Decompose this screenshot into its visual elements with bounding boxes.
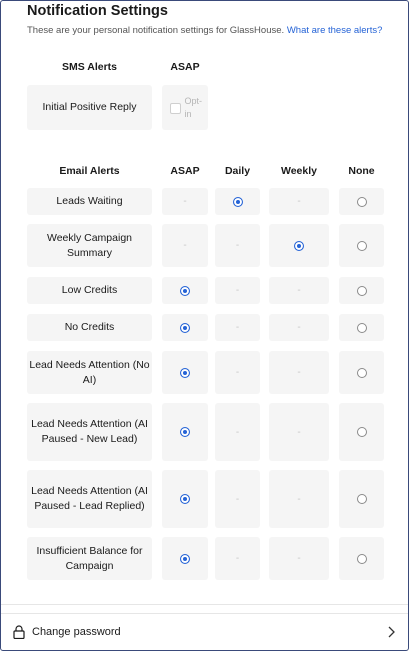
footer-divider xyxy=(1,604,408,605)
email-cell-none xyxy=(339,224,384,267)
subtitle-text: These are your personal notification settings for GlassHouse. xyxy=(27,25,285,36)
email-cell-asap xyxy=(162,470,208,528)
disabled-dash: - xyxy=(297,322,301,333)
chevron-right-icon[interactable] xyxy=(387,626,395,638)
email-cell-none xyxy=(339,314,384,341)
email-cell-asap xyxy=(162,537,208,580)
email-cell-daily xyxy=(215,314,260,341)
sms-optin-checkbox[interactable] xyxy=(170,103,181,114)
email-cell-weekly xyxy=(269,470,329,528)
radio-asap[interactable] xyxy=(180,323,190,333)
email-cell-daily xyxy=(215,188,260,215)
sms-row-label: Initial Positive Reply xyxy=(27,85,152,130)
email-cell-weekly xyxy=(269,403,329,461)
lock-icon xyxy=(13,625,25,639)
radio-none[interactable] xyxy=(357,241,367,251)
radio-asap[interactable] xyxy=(180,427,190,437)
radio-daily[interactable] xyxy=(233,197,243,207)
email-cell-daily xyxy=(215,277,260,304)
email-cell-asap xyxy=(162,403,208,461)
email-cell-weekly xyxy=(269,277,329,304)
email-cell-daily xyxy=(215,537,260,580)
sms-asap-header: ASAP xyxy=(170,61,200,73)
email-cell-daily xyxy=(215,224,260,267)
email-cell-weekly xyxy=(269,314,329,341)
radio-none[interactable] xyxy=(357,554,367,564)
disabled-dash: - xyxy=(297,426,301,438)
email-row-label: Insufficient Balance for Campaign xyxy=(27,537,152,580)
what-are-these-alerts-link[interactable]: What are these alerts? xyxy=(286,25,383,36)
change-password-label[interactable]: Change password xyxy=(32,626,121,638)
radio-asap[interactable] xyxy=(180,286,190,296)
email-cell-asap xyxy=(162,277,208,304)
email-cell-weekly xyxy=(269,537,329,580)
page-subtitle xyxy=(27,25,382,36)
email-alerts-header: Email Alerts xyxy=(59,165,120,177)
email-cell-none xyxy=(339,351,384,394)
email-cell-daily xyxy=(215,470,260,528)
disabled-dash: - xyxy=(183,196,187,207)
disabled-dash: - xyxy=(235,367,240,378)
change-password-row[interactable] xyxy=(1,614,408,650)
email-cell-none xyxy=(339,470,384,528)
email-row-label: No Credits xyxy=(27,314,152,341)
email-cell-none xyxy=(339,188,384,215)
radio-weekly[interactable] xyxy=(294,241,304,251)
disabled-dash: - xyxy=(235,285,240,296)
email-row-label: Leads Waiting xyxy=(27,188,152,215)
disabled-dash: - xyxy=(235,240,240,251)
disabled-dash: - xyxy=(235,322,240,333)
email-cell-none xyxy=(339,277,384,304)
radio-none[interactable] xyxy=(357,323,367,333)
disabled-dash: - xyxy=(297,196,301,207)
disabled-dash: - xyxy=(297,367,301,378)
radio-asap[interactable] xyxy=(180,368,190,378)
disabled-dash: - xyxy=(297,285,301,296)
email-cell-weekly xyxy=(269,224,329,267)
email-row-label: Lead Needs Attention (AI Paused - Lead Replied) xyxy=(27,470,152,528)
sms-optin[interactable] xyxy=(170,95,201,121)
email-cell-asap xyxy=(162,351,208,394)
sms-optin-label: Opt-in xyxy=(184,95,203,119)
email-col-daily-header: Daily xyxy=(224,165,251,177)
disabled-dash: - xyxy=(183,240,187,251)
email-cell-none xyxy=(339,403,384,461)
email-row-label: Lead Needs Attention (No AI) xyxy=(27,351,152,394)
radio-asap[interactable] xyxy=(180,494,190,504)
email-col-none-header: None xyxy=(348,165,375,177)
email-col-weekly-header: Weekly xyxy=(281,165,317,177)
radio-none[interactable] xyxy=(357,494,367,504)
email-cell-weekly xyxy=(269,351,329,394)
email-cell-none xyxy=(339,537,384,580)
radio-none[interactable] xyxy=(357,286,367,296)
radio-asap[interactable] xyxy=(180,554,190,564)
sms-alerts-header: SMS Alerts xyxy=(61,61,118,73)
disabled-dash: - xyxy=(235,426,240,438)
radio-none[interactable] xyxy=(357,197,367,207)
disabled-dash: - xyxy=(235,553,240,564)
email-col-asap-header: ASAP xyxy=(170,165,200,177)
email-cell-daily xyxy=(215,403,260,461)
radio-none[interactable] xyxy=(357,368,367,378)
email-row-label: Lead Needs Attention (AI Paused - New Lead) xyxy=(27,403,152,461)
email-row-label: Weekly Campaign Summary xyxy=(27,224,152,267)
email-cell-asap xyxy=(162,224,208,267)
email-row-label: Low Credits xyxy=(27,277,152,304)
email-cell-asap xyxy=(162,188,208,215)
disabled-dash: - xyxy=(297,493,301,505)
radio-none[interactable] xyxy=(357,427,367,437)
email-cell-weekly xyxy=(269,188,329,215)
email-cell-daily xyxy=(215,351,260,394)
disabled-dash: - xyxy=(235,493,240,505)
page-title: Notification Settings xyxy=(27,3,168,19)
email-cell-asap xyxy=(162,314,208,341)
sms-asap-cell xyxy=(162,85,208,130)
disabled-dash: - xyxy=(297,553,301,564)
